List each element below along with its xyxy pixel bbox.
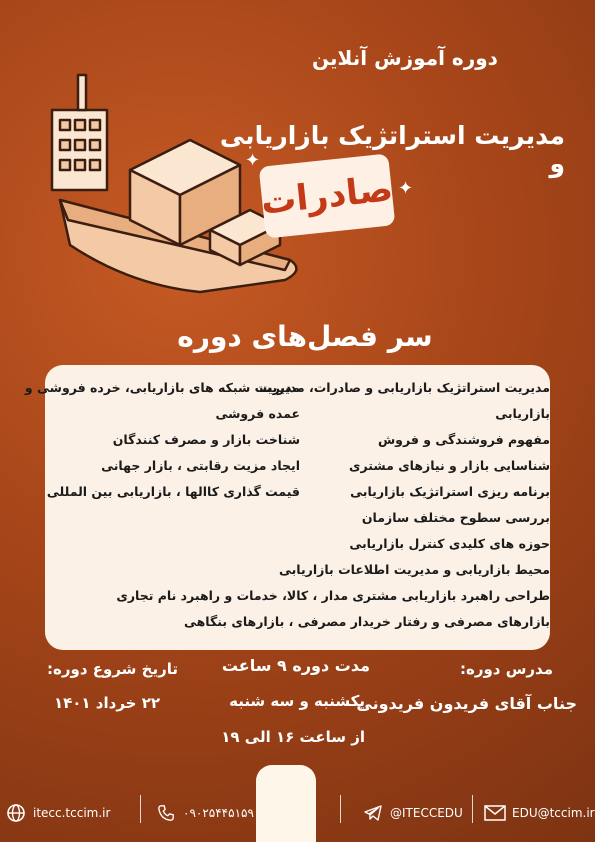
topic-item: عمده فروشی: [215, 406, 300, 421]
course-title: مدیریت استراتژیک بازاریابی و: [219, 121, 565, 178]
phone-text: ۰۹۰۲۵۴۴۵۱۵۹: [183, 806, 254, 820]
topic-item: قیمت گذاری کاالها ، بازاریابی بین المللی: [46, 484, 300, 499]
badge-text: صادرات: [259, 169, 395, 223]
topic-item: بررسی سطوح مختلف سازمان: [361, 510, 550, 525]
topic-item: حوزه های کلیدی کنترل بازاریابی: [349, 536, 550, 551]
topic-item: بازاریابی: [495, 406, 550, 421]
topic-item: ایجاد مزیت رقابتی ، بازار جهانی: [101, 458, 300, 473]
footer-divider: [340, 795, 341, 823]
topic-item: بازارهای مصرفی و رفتار خریدار مصرفی ، بازارهای بنگاهی: [183, 614, 550, 629]
instructor-label: مدرس دوره:: [459, 660, 553, 678]
topic-item: شناسایی بازار و نیازهای مشتری: [349, 458, 550, 473]
mail-icon: [484, 802, 506, 824]
title-badge: [259, 153, 396, 238]
sparkle-icon: ✦: [398, 178, 414, 199]
globe-icon: [5, 802, 27, 824]
contact-footer: [0, 790, 595, 830]
instructor-name: جناب آقای فریدون فریدونی: [356, 694, 577, 713]
footer-divider: [472, 795, 473, 823]
footer-divider: [140, 795, 141, 823]
website-text: itecc.tccim.ir: [33, 806, 111, 820]
telegram-item[interactable]: [362, 802, 463, 824]
topic-item: شناخت بازار و مصرف کنندگان: [112, 432, 300, 447]
sparkle-icon: ✦: [245, 150, 261, 171]
course-supertitle: دوره آموزش آنلاین: [312, 46, 498, 70]
course-info: [0, 656, 595, 756]
topic-item: مفهوم فروشندگی و فروش: [377, 432, 550, 447]
topic-item: مدیریت استراتژیک بازاریابی و صادرات، مدیریت: [259, 380, 550, 395]
telegram-icon: [362, 802, 384, 824]
start-date: ۲۲ خرداد ۱۴۰۱: [53, 694, 160, 712]
topics-panel: [24, 365, 550, 650]
start-date-label: تاریخ شروع دوره:: [47, 660, 178, 678]
topic-item: محیط بازاریابی و مدیریت اطلاعات بازاریابی: [278, 562, 550, 577]
course-days: یکشنبه و سه شنبه: [229, 692, 365, 710]
course-duration: مدت دوره ۹ ساعت: [221, 656, 370, 675]
email-item[interactable]: [484, 802, 595, 824]
outline-heading: سر فصل‌های دوره: [177, 320, 433, 353]
website-item[interactable]: [5, 802, 110, 824]
telegram-text: @ITECCEDU: [390, 806, 463, 820]
phone-icon: [155, 802, 177, 824]
topic-item: طراحی راهبرد بازاریابی مشتری مدار ، کالا، خدمات و راهبرد نام تجاری: [116, 588, 550, 603]
topic-item: مدیریت شبکه های بازاریابی، خرده فروشی و: [24, 380, 300, 395]
phone-item[interactable]: [155, 802, 254, 824]
course-hours: از ساعت ۱۶ الی ۱۹: [221, 728, 365, 746]
topics-left-column: [24, 365, 300, 505]
topic-item: برنامه ریزی استراتژیک بازاریابی: [350, 484, 550, 499]
email-text: EDU@tccim.ir: [512, 806, 595, 820]
